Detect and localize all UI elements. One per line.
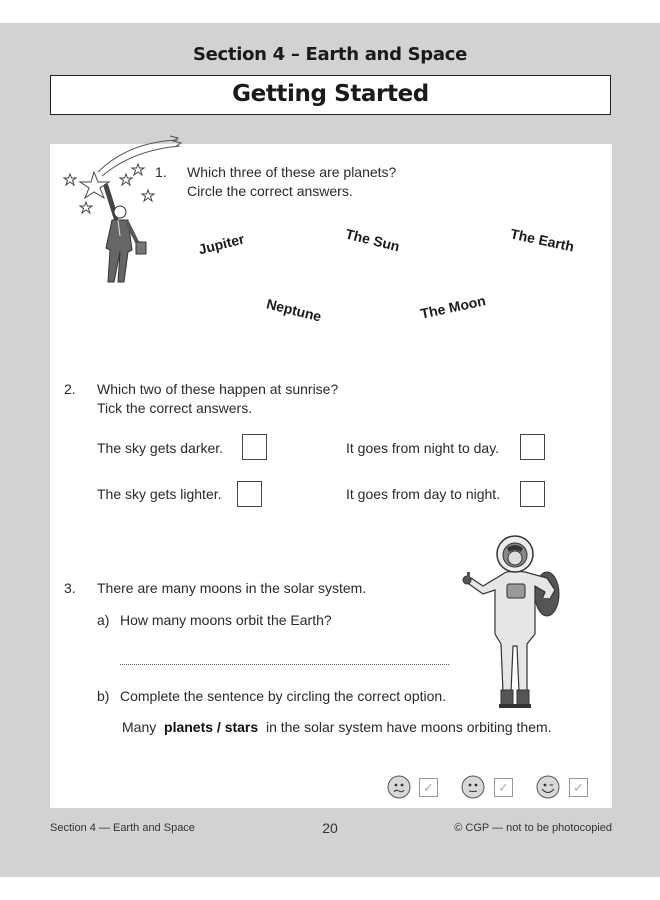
man-reaching-star-illustration — [58, 132, 188, 292]
option-night-to-day-label: It goes from night to day. — [346, 440, 500, 456]
q3-intro: There are many moons in the solar system. — [97, 580, 367, 596]
neutral-face-icon — [461, 775, 485, 799]
tickbox-happy[interactable]: ✓ — [569, 778, 588, 797]
tickbox-night-to-day[interactable] — [520, 434, 545, 460]
q3a-prompt: How many moons orbit the Earth? — [120, 612, 332, 628]
option-sky-lighter-label: The sky gets lighter. — [97, 486, 222, 502]
page-title: Getting Started — [232, 81, 429, 107]
q1-number: 1. — [155, 164, 167, 180]
tickbox-sky-lighter[interactable] — [237, 481, 262, 507]
q3b-prompt: Complete the sentence by circling the correct option. — [120, 688, 447, 704]
sad-face-icon — [387, 775, 411, 799]
option-the-sun[interactable]: The Sun — [343, 225, 402, 255]
option-neptune[interactable]: Neptune — [264, 295, 324, 325]
q3a-label: a) — [97, 612, 110, 628]
option-sky-darker-label: The sky gets darker. — [97, 440, 224, 456]
q3a-answer-line[interactable] — [120, 664, 449, 665]
section-heading: Section 4 – Earth and Space — [192, 44, 467, 65]
footer-section: Section 4 — Earth and Space — [50, 822, 195, 834]
tickbox-neutral[interactable]: ✓ — [494, 778, 513, 797]
q3-number: 3. — [64, 580, 76, 596]
tickbox-sky-darker[interactable] — [242, 434, 267, 460]
q3b-sentence — [122, 719, 552, 735]
sentence-end: in the solar system have moons orbiting them. — [265, 719, 552, 735]
tickbox-sad[interactable]: ✓ — [419, 778, 438, 797]
option-jupiter[interactable]: Jupiter — [196, 230, 246, 258]
q2-instruction: Tick the correct answers. — [97, 400, 253, 416]
worksheet-panel — [50, 144, 612, 808]
sentence-start: Many — [122, 719, 157, 735]
q2-number: 2. — [64, 381, 76, 397]
tickbox-day-to-night[interactable] — [520, 481, 545, 507]
q1-instruction: Circle the correct answers. — [187, 183, 353, 199]
astronaut-illustration — [455, 534, 575, 714]
q1-prompt: Which three of these are planets? — [187, 164, 397, 180]
winking-face-icon — [536, 775, 560, 799]
option-the-moon[interactable]: The Moon — [419, 292, 488, 322]
page-number: 20 — [322, 820, 338, 836]
planets-stars-choice[interactable]: planets / stars — [164, 719, 259, 735]
page-title-box — [50, 75, 611, 115]
option-day-to-night-label: It goes from day to night. — [346, 486, 501, 502]
q3b-label: b) — [97, 688, 110, 704]
footer-copyright: © CGP — not to be photocopied — [454, 822, 612, 834]
option-the-earth[interactable]: The Earth — [509, 225, 576, 255]
q2-prompt: Which two of these happen at sunrise? — [97, 381, 339, 397]
